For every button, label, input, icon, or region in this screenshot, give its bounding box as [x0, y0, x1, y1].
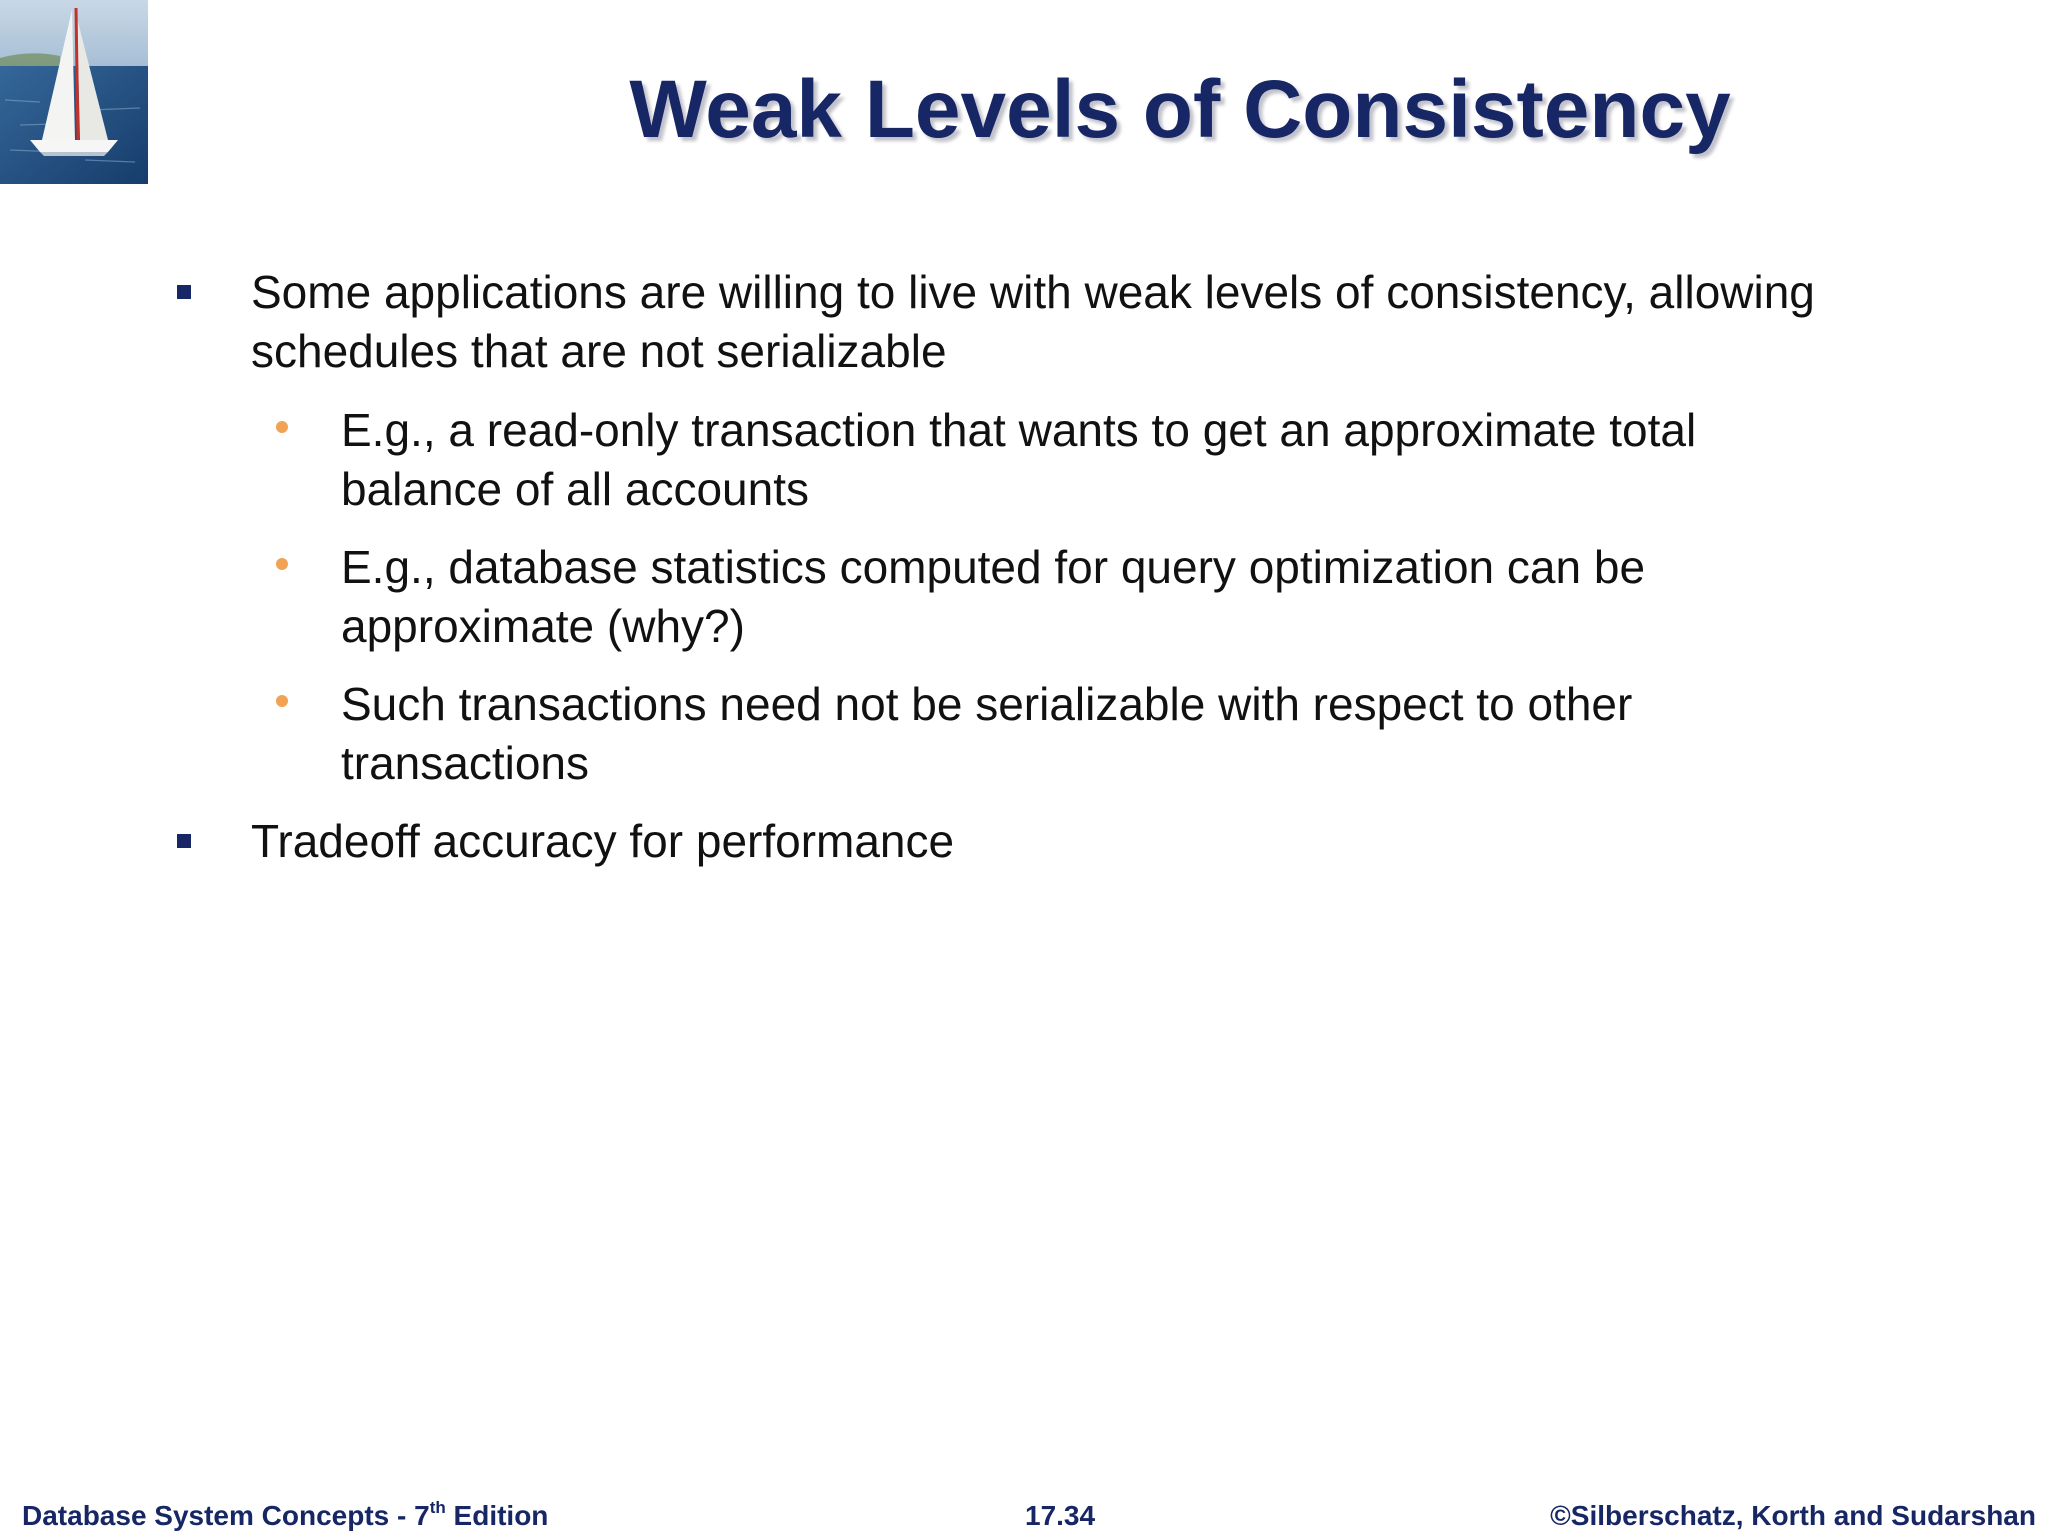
footer-copyright: ©Silberschatz, Korth and Sudarshan [1550, 1500, 2036, 1531]
slide-title: Weak Levels of Consistency [629, 64, 1731, 155]
bullet-item [175, 812, 1825, 871]
sub-bullet-text: E.g., a read-only transaction that wants to get an approximate total balance of all accounts [341, 404, 1697, 515]
bullet-text: Tradeoff accuracy for performance [251, 815, 955, 867]
dot-bullet-icon [276, 558, 288, 570]
sub-bullet-item [270, 538, 1830, 656]
dot-bullet-icon [276, 421, 288, 433]
sub-bullet-item [270, 675, 1830, 793]
sub-bullet-item [270, 401, 1830, 519]
sailboat-logo-icon [0, 0, 148, 184]
square-bullet-icon [177, 834, 191, 848]
footer-page-number: 17.34 [1025, 1500, 1096, 1531]
slide-footer [0, 1496, 2048, 1536]
square-bullet-icon [177, 285, 191, 299]
sub-bullet-text: Such transactions need not be serializable with respect to other transactions [341, 678, 1633, 789]
sub-bullet-text: E.g., database statistics computed for query optimization can be approximate (why?) [341, 541, 1646, 652]
dot-bullet-icon [276, 695, 288, 707]
bullet-text: Some applications are willing to live with weak levels of consistency, allowing schedules that are not serializable [251, 266, 1815, 377]
bullet-item [175, 263, 1825, 381]
footer-book-title: Database System Concepts - 7th Edition [22, 1498, 549, 1531]
